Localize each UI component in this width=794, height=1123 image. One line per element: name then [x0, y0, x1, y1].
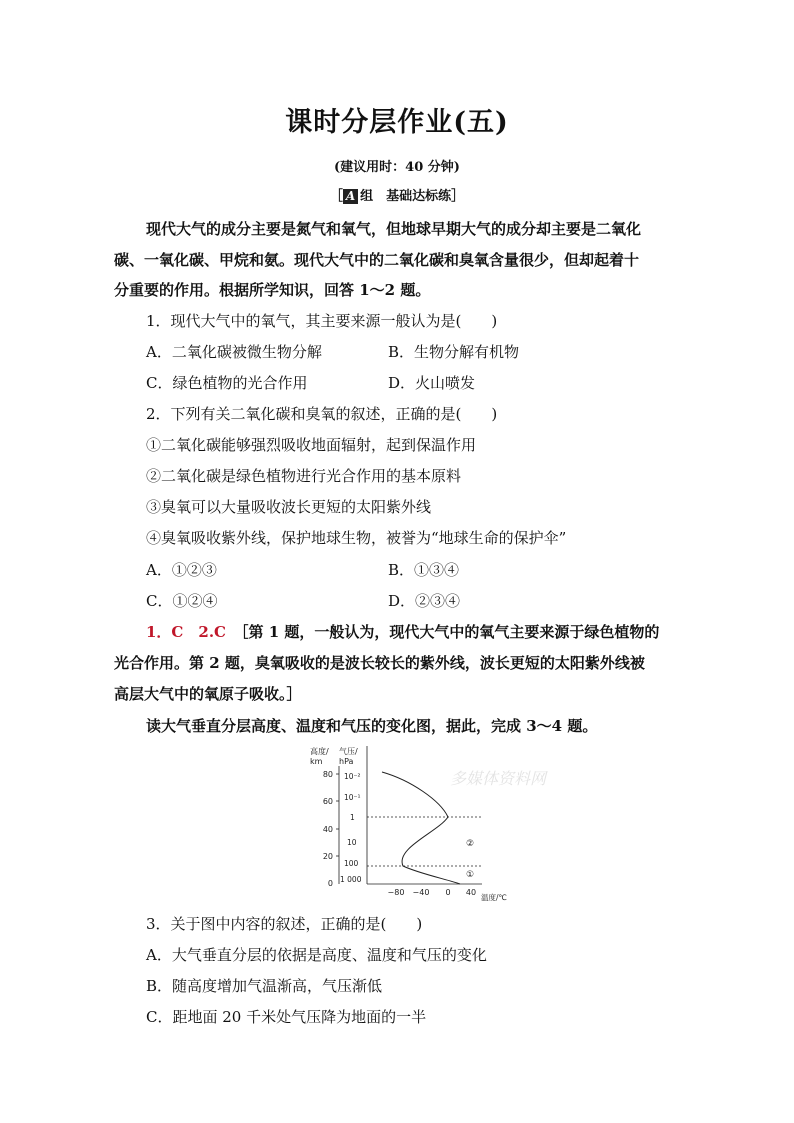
- temp-tick-minus80: −80: [387, 888, 405, 897]
- answer-explanation-1: ［第 1 题，一般认为，现代大气中的氧气主要来源于绿色植物的: [241, 623, 660, 641]
- watermark-text: 多媒体资料网: [450, 769, 547, 788]
- pressure-tick-0.1: 10⁻¹: [344, 793, 361, 802]
- page-title: 课时分层作业(五): [285, 107, 509, 138]
- q1-option-d: D．火山喷发: [388, 374, 476, 392]
- height-axis-unit: km: [310, 757, 323, 766]
- temp-tick-40: 40: [465, 888, 477, 897]
- q2-statement-4: ④臭氧吸收紫外线，保护地球生物，被誉为“地球生命的保护伞”: [146, 529, 567, 547]
- q3-stem: 3．关于图中内容的叙述，正确的是( ): [146, 915, 423, 933]
- height-tick-20: 20: [322, 852, 333, 861]
- group-label: 组 基础达标练: [360, 189, 452, 204]
- answer-1-2-line-3: 高层大气中的氧原子吸收。］: [114, 685, 302, 703]
- height-tick-40: 40: [322, 825, 333, 834]
- height-tick-60: 60: [322, 797, 333, 806]
- pressure-tick-10: 10: [347, 838, 357, 847]
- q2-option-a: A．①②③: [146, 561, 217, 579]
- q2-statement-2: ②二氧化碳是绿色植物进行光合作用的基本原料: [146, 467, 462, 485]
- answer-1-2-line-1: [146, 622, 659, 642]
- intro-line-2: 碳、一氧化碳、甲烷和氨。现代大气中的二氧化碳和臭氧含量很少，但却起着十: [114, 251, 640, 269]
- layer-1-label: ①: [466, 870, 475, 880]
- pressure-tick-100: 100: [344, 859, 359, 868]
- q1-stem: 1．现代大气中的氧气，其主要来源一般认为是( ): [146, 312, 498, 330]
- q2-option-c: C．①②④: [146, 592, 218, 610]
- group-heading: [0, 185, 794, 204]
- pressure-tick-1000: 1 000: [340, 875, 362, 884]
- intro-2: 读大气垂直分层高度、温度和气压的变化图，据此，完成 3～4 题。: [146, 717, 598, 735]
- answer-keys: 1．C 2.C: [146, 623, 226, 641]
- atmosphere-figure: [300, 742, 547, 902]
- q3-option-c: C．距地面 20 千米处气压降为地面的一半: [146, 1008, 427, 1026]
- temp-tick-minus40: −40: [412, 888, 430, 897]
- layer-2-label: ②: [466, 839, 475, 849]
- q3-option-a: A．大气垂直分层的依据是高度、温度和气压的变化: [146, 946, 487, 964]
- pressure-tick-0.01: 10⁻²: [344, 772, 361, 781]
- intro-line-3: 分重要的作用。根据所学知识，回答 1～2 题。: [114, 281, 431, 299]
- pressure-tick-1: 1: [350, 813, 355, 822]
- q2-statement-3: ③臭氧可以大量吸收波长更短的太阳紫外线: [146, 498, 432, 516]
- height-tick-0: 0: [327, 879, 333, 888]
- q1-option-b: B．生物分解有机物: [388, 343, 520, 361]
- q2-stem: 2．下列有关二氧化碳和臭氧的叙述，正确的是( ): [146, 405, 498, 423]
- height-axis-label: 高度/: [310, 747, 329, 756]
- q2-option-d: D．②③④: [388, 592, 461, 610]
- q3-option-b: B．随高度增加气温渐高，气压渐低: [146, 977, 383, 995]
- pressure-axis-label: 气压/: [339, 747, 358, 756]
- suggested-time: (建议用时：40 分钟): [334, 160, 460, 175]
- temp-tick-0: 0: [445, 888, 451, 897]
- pressure-axis-unit: hPa: [339, 757, 354, 766]
- q2-option-b: B．①③④: [388, 561, 460, 579]
- temperature-axis-label: 温度/℃: [481, 893, 507, 902]
- answer-1-2-line-2: 光合作用。第 2 题，臭氧吸收的是波长较长的紫外线，波长更短的太阳紫外线被: [114, 654, 645, 672]
- group-bracket-close: ］: [451, 189, 465, 204]
- q1-option-c: C．绿色植物的光合作用: [146, 374, 308, 392]
- height-tick-80: 80: [322, 770, 333, 779]
- q1-option-a: A．二氧化碳被微生物分解: [146, 343, 322, 361]
- q2-statement-1: ①二氧化碳能够强烈吸收地面辐射，起到保温作用: [146, 436, 477, 454]
- group-badge: A: [343, 189, 358, 204]
- temperature-curve: [382, 772, 460, 884]
- group-bracket-open: ［: [329, 189, 343, 204]
- intro-line-1: 现代大气的成分主要是氮气和氧气，但地球早期大气的成分却主要是二氧化: [146, 220, 642, 238]
